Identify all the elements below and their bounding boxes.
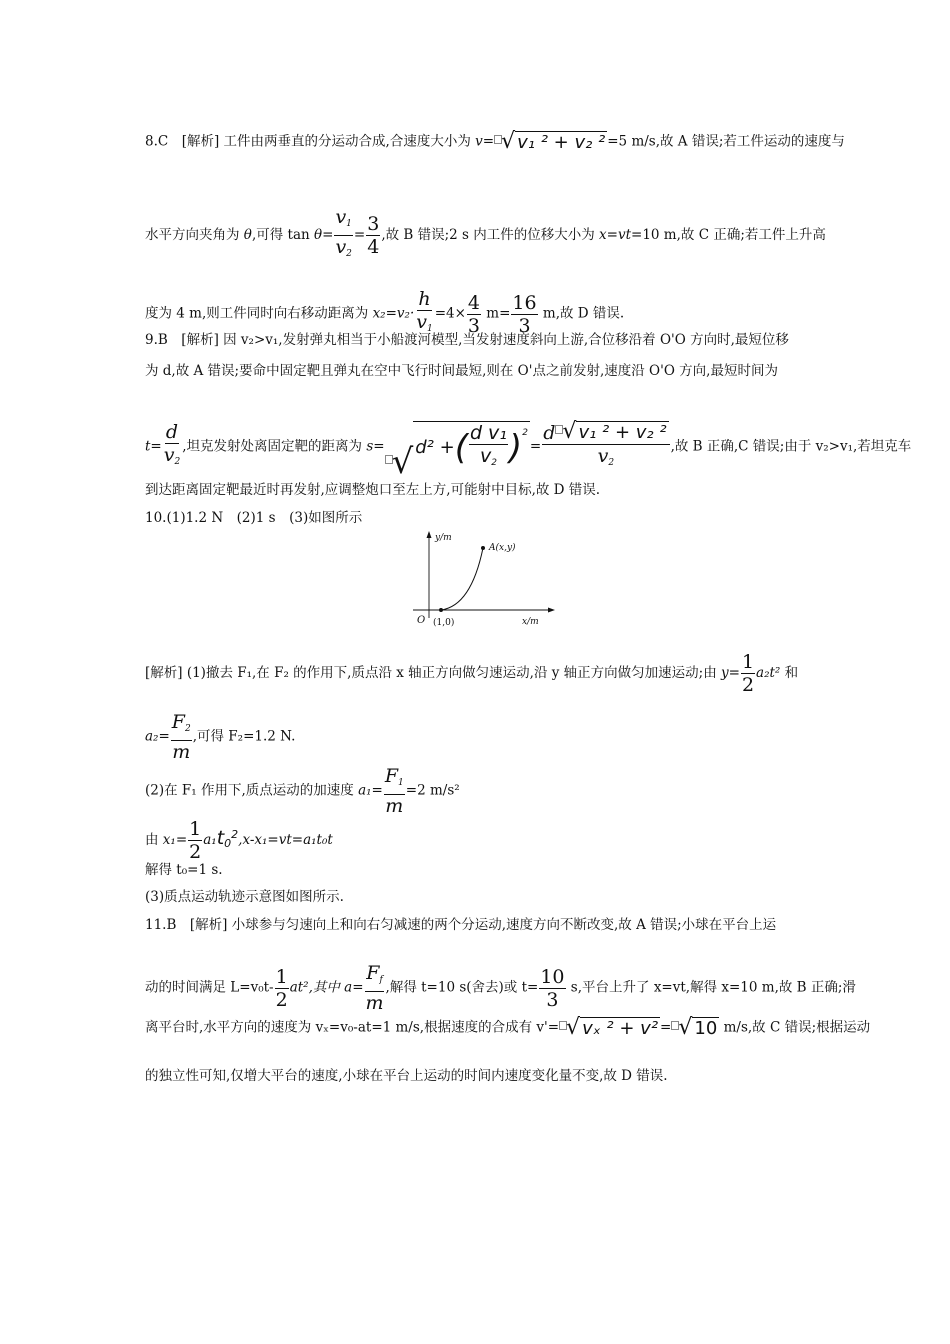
q9-line-4: 到达距离固定靶最近时再发射,应调整炮口至左上方,可能射中目标,故 D 错误. xyxy=(145,482,601,498)
q8-line-1: 8.C [解析] 工件由两垂直的分运动合成,合速度大小为 v= √ v₁ ² + v₂ ² =5 m/s,故 A 错误;若工件运动的速度与 xyxy=(145,129,845,154)
fraction-distance: d √ v₁ ² + v₂ ² $v_2$ xyxy=(542,420,669,474)
q10-line-4: 由 x₁= $\frac{1}{2}$ $a_1t_0^2,x-x_1=vt=a_1t_0t$ xyxy=(145,818,333,863)
q11-line-1: 11.B [解析] 小球参与匀速向上和向右匀减速的两个分运动,速度方向不断改变,故 A 错误;小球在平台上运 xyxy=(145,917,777,933)
fraction-v1-v2: $\frac{v_1}{v_2}$ xyxy=(335,206,352,259)
fraction-Ff-m: $\frac{F_f}{m}$ xyxy=(365,962,384,1014)
q10-line-1: [解析] (1)撤去 F₁,在 F₂ 的作用下,质点沿 x 轴正方向做匀速运动,沿 y 轴正方向做匀加速运动;由 y= $\frac{1}{2}$ a₂t² 和 xyxy=(145,651,799,696)
x-axis-label: x/m xyxy=(522,617,539,627)
fraction-F1-m: $\frac{F_1}{m}$ xyxy=(384,765,404,817)
q10-line-2: a₂= $\frac{F_2}{m}$ ,可得 F₂=1.2 N. xyxy=(145,711,296,763)
q10-line-3: (2)在 F₁ 作用下,质点运动的加速度 a₁= $\frac{F_1}{m}$ =2 m/s² xyxy=(145,765,460,817)
fraction-1-2c: $\frac{1}{2}$ xyxy=(275,965,288,1011)
q9-line-3: t= $\frac{d}{v_2}$ ,坦克发射处离固定靶的距离为 s= √ d² + ( $\frac{\text{d v₁}}{v_2}$ ) $^2$ = d √ v₁ ² + v₂ ² $v_2$ ,故 B 正确,C 错误;由于 v₂>v₁,若坦克车 xyxy=(145,419,912,482)
trajectory-curve xyxy=(441,548,483,610)
fraction-10-3: $\frac{10}{3}$ xyxy=(540,965,565,1011)
sqrt-v1-v2: √ v₁ ² + v₂ ² xyxy=(494,130,607,154)
fraction-h-v1: $\frac{h}{v_1}$ xyxy=(416,288,433,334)
fraction-F2-m: $\frac{F_2}{m}$ xyxy=(171,711,191,763)
q8-line-2: 水平方向夹角为 θ,可得 tan θ= $\frac{v_1}{v_2}$ = $\frac{3}{4}$ ,故 B 错误;2 s 内工件的位移大小为 x=vt=10 m,故 C 正确;若工件上升高 xyxy=(145,206,826,265)
start-point-label: (1,0) xyxy=(433,618,455,628)
q11-line-3: 离平台时,水平方向的速度为 vₓ=v₀-at=1 m/s,根据速度的合成有 v'= √ vₓ ² + v² = √ 10 m/s,故 C 错误;根据运动 xyxy=(145,1015,871,1040)
origin-label: O xyxy=(417,615,426,626)
fraction-1-2b: $\frac{1}{2}$ xyxy=(189,818,202,863)
x-axis-arrow xyxy=(548,608,555,613)
fraction-1-2: $\frac{1}{2}$ xyxy=(741,651,755,696)
q10-answer: 10.(1)1.2 N (2)1 s (3)如图所示 xyxy=(145,510,363,526)
q11-line-2: 动的时间满足 L=v₀t- $\frac{1}{2}$ at²,其中 a= $\frac{F_f}{m}$ ,解得 t=10 s(舍去)或 t= $\frac{10}{3}$ s,平台上升了 x=vt,解得 x=10 m,故 B 正确;滑 xyxy=(145,962,856,1014)
fraction-4-3: $\frac{4}{3}$ xyxy=(467,291,481,337)
trajectory-figure xyxy=(405,528,555,630)
start-point-dot xyxy=(439,608,443,612)
y-axis-arrow xyxy=(427,531,432,538)
y-axis-label: y/m xyxy=(435,533,452,543)
fraction-16-3: $\frac{16}{3}$ xyxy=(512,291,537,337)
q9-line-2: 为 d,故 A 错误;要命中固定靶且弹丸在空中飞行时间最短,则在 O'点之前发射,速度沿 O'O 方向,最短时间为 xyxy=(145,363,778,379)
q10-line-6: (3)质点运动轨迹示意图如图所示. xyxy=(145,889,344,905)
fraction-d-v2: $\frac{d}{v_2}$ xyxy=(163,421,181,467)
sqrt-10: √ 10 xyxy=(671,1016,719,1040)
end-point-label: A(x,y) xyxy=(489,543,516,553)
q8-line-3: 度为 4 m,则工件同时向右移动距离为 x₂=v₂· $\frac{h}{v_1}$ =4× $\frac{4}{3}$ m= $\frac{16}{3}$ m,故 D 错误. xyxy=(145,288,624,340)
q11-line-4: 的独立性可知,仅增大平台的速度,小球在平台上运动的时间内速度变化量不变,故 D 错误. xyxy=(145,1068,668,1084)
q9-line-1: 9.B [解析] 因 v₂>v₁,发射弹丸相当于小船渡河模型,当发射速度斜向上游,合位移沿着 O'O 方向时,最短位移 xyxy=(145,332,789,348)
q10-line-5: 解得 t₀=1 s. xyxy=(145,862,223,878)
sqrt-vx-v: √ vₓ ² + v² xyxy=(559,1016,660,1040)
sqrt-distance: √ d² + ( $\frac{\text{d v₁}}{v_2}$ ) $^2$ xyxy=(385,421,530,474)
fraction-3-4: $\frac{3}{4}$ xyxy=(367,213,380,258)
end-point-dot xyxy=(481,546,485,550)
